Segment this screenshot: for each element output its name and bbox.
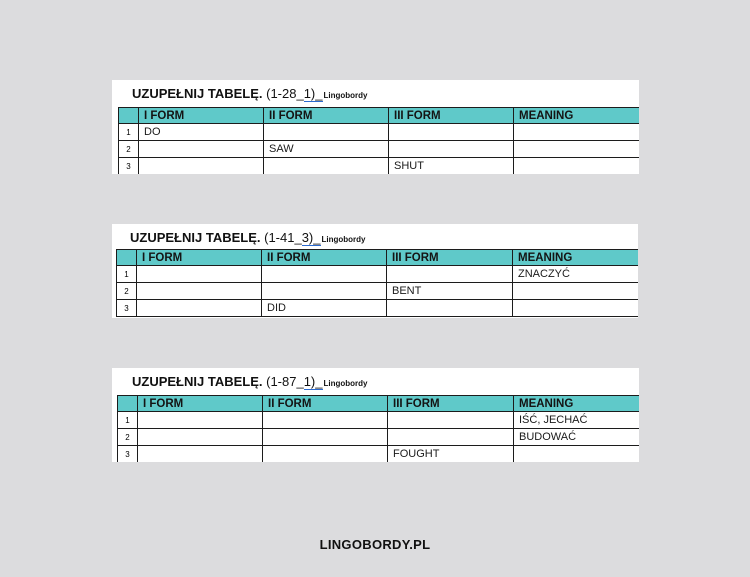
worksheet-card-1 <box>112 80 639 174</box>
cell-ii-form <box>263 446 388 463</box>
card-title: UZUPEŁNIJ TABELĘ. (1-87_1)_Lingobordy <box>132 374 368 389</box>
table-row <box>118 429 640 446</box>
worksheet-card-2 <box>112 224 638 318</box>
header-iii-form: III FORM <box>389 108 514 124</box>
cell-meaning <box>514 158 640 175</box>
cell-i-form <box>138 429 263 446</box>
cell-meaning: BUDOWAĆ <box>514 429 640 446</box>
cell-ii-form <box>263 429 388 446</box>
site-footer: LINGOBORDY.PL <box>319 537 431 552</box>
cell-i-form <box>137 300 262 317</box>
verb-table <box>117 395 639 462</box>
header-iii-form: III FORM <box>388 396 514 412</box>
table-row <box>117 266 639 283</box>
row-number: 1 <box>118 412 138 429</box>
cell-meaning: ZNACZYĆ <box>513 266 639 283</box>
cell-iii-form <box>389 124 514 141</box>
row-number: 2 <box>118 429 138 446</box>
table-row <box>119 158 640 175</box>
cell-meaning <box>514 124 640 141</box>
cell-ii-form: DID <box>262 300 387 317</box>
cell-iii-form <box>388 412 514 429</box>
header-i-form: I FORM <box>137 250 262 266</box>
row-number: 3 <box>118 446 138 463</box>
cell-ii-form: SAW <box>264 141 389 158</box>
cell-iii-form <box>389 141 514 158</box>
header-meaning: MEANING <box>513 250 639 266</box>
table-row <box>119 141 640 158</box>
cell-i-form <box>139 158 264 175</box>
header-meaning: MEANING <box>514 108 640 124</box>
cell-iii-form <box>387 300 513 317</box>
cell-ii-form <box>262 266 387 283</box>
cell-i-form <box>137 266 262 283</box>
header-iii-form: III FORM <box>387 250 513 266</box>
header-ii-form: II FORM <box>263 396 388 412</box>
cell-ii-form <box>262 283 387 300</box>
verb-table <box>116 249 638 317</box>
table-row <box>117 300 639 317</box>
header-meaning: MEANING <box>514 396 640 412</box>
table-row <box>117 283 639 300</box>
header-num <box>118 396 138 412</box>
header-num <box>119 108 139 124</box>
row-number: 3 <box>119 158 139 175</box>
cell-iii-form: SHUT <box>389 158 514 175</box>
cell-i-form <box>138 412 263 429</box>
cell-iii-form <box>387 266 513 283</box>
cell-meaning <box>513 283 639 300</box>
table-row <box>119 124 640 141</box>
row-number: 1 <box>119 124 139 141</box>
cell-meaning <box>514 446 640 463</box>
table-header-row <box>119 108 640 124</box>
worksheet-card-3 <box>112 368 639 462</box>
header-i-form: I FORM <box>138 396 263 412</box>
cell-i-form: DO <box>139 124 264 141</box>
verb-table <box>118 107 639 174</box>
card-title: UZUPEŁNIJ TABELĘ. (1-28_1)_Lingobordy <box>132 86 368 101</box>
cell-iii-form: BENT <box>387 283 513 300</box>
row-number: 2 <box>119 141 139 158</box>
row-number: 1 <box>117 266 137 283</box>
header-i-form: I FORM <box>139 108 264 124</box>
table-header-row <box>118 396 640 412</box>
cell-meaning <box>514 141 640 158</box>
cell-i-form <box>139 141 264 158</box>
cell-meaning <box>513 300 639 317</box>
cell-ii-form <box>263 412 388 429</box>
header-ii-form: II FORM <box>264 108 389 124</box>
table-row <box>118 446 640 463</box>
cell-i-form <box>138 446 263 463</box>
cell-iii-form: FOUGHT <box>388 446 514 463</box>
cell-meaning: IŚĆ, JECHAĆ <box>514 412 640 429</box>
row-number: 2 <box>117 283 137 300</box>
header-num <box>117 250 137 266</box>
table-header-row <box>117 250 639 266</box>
table-row <box>118 412 640 429</box>
card-title: UZUPEŁNIJ TABELĘ. (1-41_3)_Lingobordy <box>130 230 366 245</box>
cell-ii-form <box>264 158 389 175</box>
cell-iii-form <box>388 429 514 446</box>
header-ii-form: II FORM <box>262 250 387 266</box>
cell-i-form <box>137 283 262 300</box>
cell-ii-form <box>264 124 389 141</box>
row-number: 3 <box>117 300 137 317</box>
